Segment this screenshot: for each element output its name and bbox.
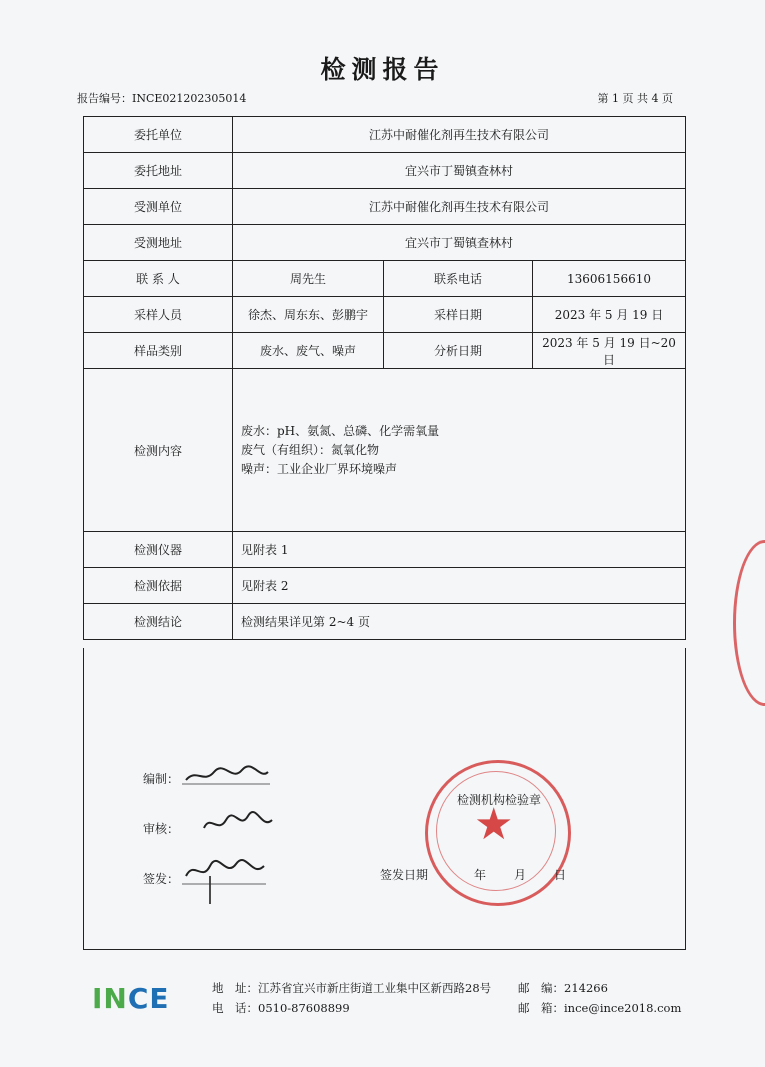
reviewer-signature	[200, 808, 280, 843]
phone-value: 13606156610	[533, 261, 686, 297]
handwritten-signature-icon	[182, 762, 272, 788]
issuer-signature	[180, 852, 270, 913]
sample-date-label: 采样日期	[384, 297, 533, 333]
sign-date-day: 日	[554, 868, 567, 882]
table-row	[84, 604, 686, 640]
compiler-signature	[182, 762, 272, 793]
reviewer-label: 审核：	[143, 822, 180, 836]
client-value: 江苏中耐催化剂再生技术有限公司	[233, 117, 686, 153]
content-label: 检测内容	[84, 369, 233, 532]
seal-caption: 检测机构检验章	[457, 793, 542, 807]
partial-seal-icon	[733, 540, 765, 706]
company-logo: INCE	[92, 982, 170, 1015]
signature-section	[83, 648, 686, 950]
footer-phone: 电 话：0510-87608899	[212, 1001, 350, 1015]
tested-unit-value: 江苏中耐催化剂再生技术有限公司	[233, 189, 686, 225]
client-address-label: 委托地址	[84, 153, 233, 189]
table-row	[84, 333, 686, 369]
sign-date	[380, 866, 566, 883]
report-number-label: 报告编号：	[77, 92, 132, 105]
contact-label: 联 系 人	[84, 261, 233, 297]
sampler-label: 采样人员	[84, 297, 233, 333]
instrument-label: 检测仪器	[84, 532, 233, 568]
tested-address-label: 受测地址	[84, 225, 233, 261]
sign-date-year: 年	[474, 868, 487, 882]
compiler-label: 编制：	[143, 772, 180, 786]
footer-email: 邮 箱：ince@ince2018.com	[518, 1001, 682, 1015]
sign-date-month: 月	[514, 868, 527, 882]
table-row	[84, 225, 686, 261]
table-row	[84, 117, 686, 153]
star-icon: ★	[474, 799, 514, 850]
conclusion-value: 检测结果详见第 2~4 页	[233, 604, 686, 640]
page-info: 第 1 页 共 4 页	[597, 92, 673, 105]
phone-label: 联系电话	[384, 261, 533, 297]
sampler-value: 徐杰、周东东、彭鹏宇	[233, 297, 384, 333]
conclusion-label: 检测结论	[84, 604, 233, 640]
category-label: 样品类别	[84, 333, 233, 369]
client-address-value: 宜兴市丁蜀镇查林村	[233, 153, 686, 189]
analysis-date-value: 2023 年 5 月 19 日~20 日	[533, 333, 686, 369]
content-line: 废气（有组织）：氮氧化物	[241, 442, 380, 457]
table-row	[84, 189, 686, 225]
handwritten-signature-icon	[180, 852, 270, 908]
category-value: 废水、废气、噪声	[233, 333, 384, 369]
content-line: 废水：pH、氨氮、总磷、化学需氧量	[241, 423, 440, 438]
analysis-date-label: 分析日期	[384, 333, 533, 369]
tested-unit-label: 受测单位	[84, 189, 233, 225]
document-title: 检测报告	[320, 55, 445, 84]
handwritten-signature-icon	[200, 808, 280, 838]
table-row	[84, 568, 686, 604]
basis-value: 见附表 2	[233, 568, 686, 604]
table-row	[84, 532, 686, 568]
table-row	[84, 261, 686, 297]
footer-address: 地 址：江苏省宜兴市新庄街道工业集中区新西路28号	[212, 981, 492, 995]
table-row	[84, 297, 686, 333]
tested-address-value: 宜兴市丁蜀镇查林村	[233, 225, 686, 261]
sample-date-value: 2023 年 5 月 19 日	[533, 297, 686, 333]
official-seal-icon	[425, 760, 571, 906]
basis-label: 检测依据	[84, 568, 233, 604]
sign-date-label: 签发日期	[380, 868, 429, 882]
issuer-label: 签发：	[143, 872, 180, 886]
client-label: 委托单位	[84, 117, 233, 153]
content-value	[233, 369, 686, 532]
report-number-value: INCE021202305014	[132, 92, 247, 105]
instrument-value: 见附表 1	[233, 532, 686, 568]
report-table	[83, 116, 686, 640]
contact-value: 周先生	[233, 261, 384, 297]
table-row	[84, 153, 686, 189]
table-row	[84, 369, 686, 532]
content-line: 噪声：工业企业厂界环境噪声	[241, 461, 398, 476]
footer-postcode: 邮 编：214266	[518, 981, 608, 995]
report-number	[77, 90, 246, 106]
